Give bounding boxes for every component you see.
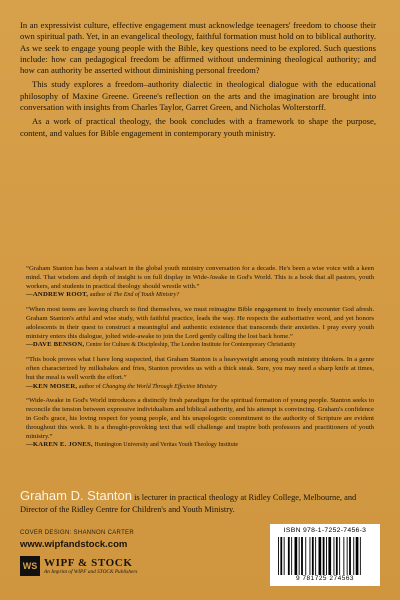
endorser-name: —KEN MOSER, (26, 382, 78, 390)
publisher-name: WIPF & STOCK (44, 557, 133, 569)
endorser-affiliation (86, 342, 296, 348)
cover-design-credit: COVER DESIGN: SHANNON CARTER (20, 530, 134, 536)
endorsement-attribution (26, 441, 374, 450)
affiliation-title: The End of Youth Ministry? (113, 292, 180, 299)
endorsement (26, 306, 374, 350)
isbn-barcode (270, 524, 380, 586)
barcode-icon (278, 537, 372, 575)
endorsement-text: “Graham Stanton has been a stalwart in the global youth ministry conversation for a decade. He's been a wise voice with a keen mind. That wisdom and depth of insight is on full display in Wide-Awake in God's World. This is a book that all pastors, youth workers, and students in practical theology should wrestle with.” (26, 265, 374, 290)
endorser-affiliation (90, 292, 179, 298)
barcode-digits: 9 781725 274563 (295, 575, 355, 582)
affiliation-text: Centre for Culture & Discipleship, The London Institute for Contemporary Christianity (85, 342, 296, 349)
endorser-affiliation (79, 384, 217, 390)
endorser-name: —ANDREW ROOT, (26, 291, 89, 299)
description-paragraph-3: As a work of practical theology, the book concludes with a framework to shape the purpose, content, and values for Bible engagement in contemporary youth ministry. (20, 116, 376, 138)
publisher-tagline: An Imprint of WIPF and STOCK Publishers (44, 569, 138, 575)
endorser-name: —DAVE BENSON, (26, 341, 85, 349)
description-paragraph-2: This study explores a freedom–authority dialectic in theological dialogue with the educational philosophy of Maxine Greene. Greene's reflection on the arts and the imagination are brought into conversation with insights from Charles Taylor, Garret Green, and Nicholas Wolterstorff. (20, 79, 376, 113)
publisher-block (20, 556, 180, 578)
author-bio-text: is lecturer in practical theology at Ridley College, Melbourne, and Director of the Ridley Centre for Children's and Youth Ministry. (20, 493, 357, 514)
isbn-label: ISBN 978-1-7252-7456-3 (283, 527, 367, 534)
endorsement-attribution (26, 383, 374, 392)
author-bio (20, 490, 380, 516)
endorsement-attribution (26, 291, 374, 300)
endorsement-text: “This book proves what I have long suspected, that Graham Stanton is a heavyweight among youth ministry thinkers. In a genre often characterized by milkshakes and fries, Stanton provides us with a thick steak. Sure, you may need a sharp knife at times, but the meal is well worth the effort.” (26, 356, 374, 381)
endorsement (26, 265, 374, 300)
description-paragraph-1: In an expressivist culture, effective engagement must acknowledge teenagers' freedom to choose their own spiritual path. Yet, in an evangelical theology, faithful formation must hold on to biblical authority. As we seek to engage young people with the Bible, key questions need to be explored. Such questions include: how can pedagogical freedom be affirmed without undermining theological authority; and how can authority be asserted without diminishing personal freedom? (20, 20, 376, 76)
affiliation-title: Changing the World Through Effective Ministry (102, 383, 217, 390)
affiliation-text: author of (89, 292, 114, 299)
publisher-logo: WS (20, 556, 40, 576)
endorser-affiliation (94, 442, 238, 448)
endorsements (26, 265, 374, 456)
affiliation-text: author of (78, 383, 103, 390)
endorsement-text: “When most teens are leaving church to find themselves, we must reimagine Bible engagement to freely encounter God afresh. Graham Stanton's artful and wise study, with faithful practice, leads the way. He respects the authoritative word, and yet honors adolescents in their quest to construct a meaningful and authentic existence that transcends their anxieties. I pray every youth ministry enters this dialogue, jolted wide-awake to join the Lord gently calling the lost back home.” (26, 306, 374, 340)
author-name: Graham D. Stanton (20, 488, 132, 503)
publisher-website: www.wipfandstock.com (20, 539, 128, 550)
endorser-name: —KAREN E. JONES, (26, 441, 93, 449)
endorsement-text: “Wide-Awake in God's World introduces a distinctly fresh paradigm for the spiritual formation of young people. Stanton seeks to reconcile the tension between expressive individualism and biblical authority, and his attempt is convincing. Graham's confidence in God's grace, his loving respect for young people, and his unapologetic commitment to the authority of Scripture are evident throughout this work. It is a thought-provoking text that will challenge and inspire both professors and practitioners of youth ministry.” (26, 397, 374, 440)
endorsement (26, 356, 374, 391)
book-description (20, 20, 376, 139)
affiliation-text: Huntington University and Veritas Youth Theology Institute (94, 442, 239, 449)
endorsement-attribution (26, 341, 374, 350)
endorsement (26, 397, 374, 450)
